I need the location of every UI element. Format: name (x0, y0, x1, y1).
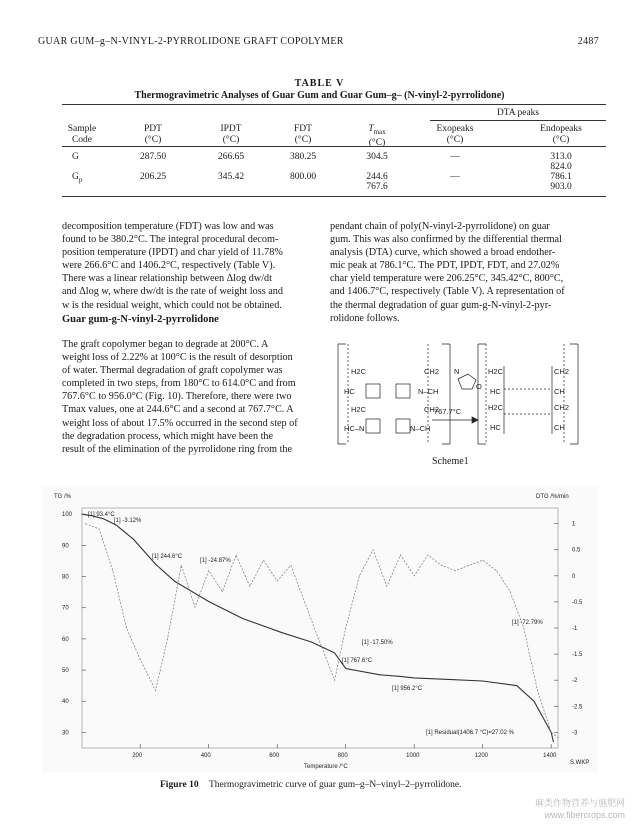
scheme-ch2-3: CH2 (554, 367, 570, 376)
tg-point (553, 741, 554, 742)
scheme-hc-3: HC (490, 423, 501, 432)
column-header (62, 124, 102, 146)
text-line: decomposition temperature (FDT) was low and was (62, 221, 274, 232)
y-tick-label: 80 (62, 574, 69, 581)
text-line: char yield temperature were 206.25°C, 345.42°C, 800°C, (330, 273, 564, 285)
table-cell: 903.0 (550, 182, 572, 192)
scheme-label: Scheme1 (432, 456, 469, 467)
x-tick-label: 1400 (543, 753, 557, 759)
y2-tick-label: 1 (572, 521, 576, 528)
text-line: the thermal degradation of guar gum-g-N-vinyl-2-pyr- (330, 299, 552, 311)
dtg-point (334, 680, 335, 681)
scheme-h2c-1: H2C (351, 367, 367, 376)
x-tick-label: 800 (337, 753, 348, 759)
watermark-cn: 麻类作物营养与施肥网 (534, 798, 625, 808)
table-bottom-rule (62, 196, 606, 197)
dtg-point (140, 659, 141, 660)
text-line: w is the residual weight, which could not be obtained. (62, 299, 282, 311)
dtg-point (496, 570, 497, 571)
column-header-line1: PDT (144, 124, 162, 134)
table-cell: 206.25 (139, 172, 167, 182)
tg-point (103, 519, 104, 520)
table-cell: 287.50 (139, 152, 167, 162)
y-tick-label: 60 (62, 636, 69, 643)
dtg-point (482, 560, 483, 561)
tg-point (133, 539, 134, 540)
y-tick-label: 90 (62, 543, 69, 550)
dtg-point (537, 690, 538, 691)
dtg-point (414, 575, 415, 576)
right-paragraph-1 (330, 220, 580, 325)
text-line: pendant chain of poly(N-vinyl-2-pyrrolidone) on guar (330, 221, 550, 232)
tg-point (380, 674, 381, 675)
dtg-point (455, 570, 456, 571)
scheme-n: N (454, 367, 460, 376)
table-caption: Thermogravimetric Analyses of Guar Gum and Guar Gum–g– (N-vinyl-2-pyrrolidone) (134, 90, 505, 101)
table-header-rule (62, 146, 606, 147)
curve-annotation: [1] -72.79% (512, 620, 543, 626)
column-header (420, 124, 490, 146)
page-number: 2487 (577, 36, 599, 47)
dtg-point (551, 732, 552, 733)
tg-point (155, 564, 156, 565)
column-header-unit: Code (71, 135, 93, 145)
text-line: mic peak at 786.1°C. The PDT, IPDT, FDT, and 27.02% (330, 260, 560, 272)
tg-point (311, 642, 312, 643)
dtg-point (441, 565, 442, 566)
text-line: weight loss of 2.22% at 100°C is the result of desorption (62, 352, 293, 364)
dtg-point (236, 555, 237, 556)
text-line: the degradation process, which might have been the (62, 430, 274, 442)
dtg-point (304, 602, 305, 603)
text-line: result of the elimination of the pyrrolidone ring from the (62, 443, 293, 455)
y2-tick-label: -1 (572, 626, 578, 632)
column-header-unit: (°C) (446, 135, 464, 145)
column-header-unit: (°C) (222, 135, 240, 145)
curve-annotation: [1] 956.2°C (392, 686, 423, 692)
scheme-temperature: 767.7°C (434, 407, 462, 416)
figure-background (42, 486, 598, 772)
running-title: GUAR GUM–g–N-VINYL-2-PYRROLIDONE GRAFT COPOLYMER (38, 36, 344, 47)
scheme-h2c-2: H2C (351, 405, 367, 414)
y-tick-label: 70 (62, 605, 69, 612)
dtg-point (85, 523, 86, 524)
scheme-ch2-2: CH2 (424, 405, 440, 414)
dtg-point (277, 581, 278, 582)
dtg-point (249, 586, 250, 587)
text-line: 767.6°C to 956.0°C (Fig. 10). Therefore, there were two (62, 391, 292, 403)
dtg-point (99, 528, 100, 529)
x-tick-label: 1200 (474, 753, 489, 759)
scheme-h2c-4: H2C (488, 403, 504, 412)
column-header-line1: Sample (67, 124, 97, 134)
corner-label: S.WKP (570, 760, 590, 766)
dtg-point (359, 575, 360, 576)
curve-annotation: [1] 93.4°C (88, 512, 115, 518)
y2-tick-label: -2.5 (572, 704, 583, 711)
tmax-subscript: max (373, 127, 386, 136)
scheme-ch2-1: CH2 (424, 367, 440, 376)
tg-point (399, 676, 400, 677)
scheme-ch-1: CH (554, 387, 565, 396)
table-cell: 313.0 (550, 152, 572, 162)
tg-point (208, 601, 209, 602)
x-axis-label: Temperature /°C (304, 764, 348, 770)
scheme-nch-2: N–CH (410, 424, 431, 433)
text-line: Tmax values, one at 244.6°C and a second at 767.7°C. A (62, 404, 294, 416)
text-line: and 1406.7°C, respectively (Table V). A representation of (330, 286, 565, 298)
column-header-unit: (°C) (144, 135, 162, 145)
dtg-point (126, 628, 127, 629)
table-cell: 800.00 (289, 172, 317, 182)
table-cell: 824.0 (550, 162, 572, 172)
tg-point (116, 525, 117, 526)
table-cell: 244.6 (366, 172, 388, 182)
tg-point (448, 679, 449, 680)
dtg-point (290, 565, 291, 566)
tg-point (534, 701, 535, 702)
x-tick-label: 1000 (406, 753, 420, 759)
tg-point (282, 632, 283, 633)
left-paragraph-2 (62, 338, 312, 456)
text-line: completed in two steps, from 180°C to 614.0°C and from (62, 378, 296, 390)
column-header (118, 124, 188, 146)
dtg-point (208, 570, 209, 571)
tg-point (482, 681, 483, 682)
curve-annotation: [1] -3.12% (114, 518, 142, 524)
tg-point (82, 514, 83, 515)
table-top-rule (62, 104, 606, 105)
dtg-point (373, 549, 374, 550)
y-left-label: TG /% (54, 494, 72, 500)
column-header-line1: FDT (294, 124, 312, 134)
table-cell: 786.1 (550, 172, 572, 182)
section-heading: Guar gum-g-N-vinyl-2-pyrrolidone (62, 314, 219, 325)
y-tick-label: 50 (62, 668, 69, 675)
tg-point (345, 668, 346, 669)
column-header-tmax (342, 124, 412, 138)
column-header-unit: (°C) (294, 135, 312, 145)
y2-tick-label: -3 (572, 730, 578, 737)
x-tick-label: 600 (269, 753, 280, 759)
table-cell: 380.25 (289, 152, 317, 162)
y2-tick-label: -1.5 (572, 652, 583, 659)
dtg-point (318, 638, 319, 639)
scheme-h2c-3: H2C (488, 367, 504, 376)
text-line: and Δlog w, where dw/dt is the rate of weight loss and (62, 286, 283, 298)
table-label: TABLE V (294, 78, 345, 89)
dtg-point (400, 555, 401, 556)
sample-code-sub: p (78, 175, 83, 184)
table-cell: 767.6 (366, 182, 388, 192)
figure-caption-label: Figure 10 (160, 780, 199, 790)
dtg-point (263, 560, 264, 561)
y2-tick-label: -2 (572, 678, 578, 685)
table-cell: G (72, 152, 79, 162)
column-header-unit: (°C) (368, 137, 386, 148)
table-cell (72, 172, 82, 186)
tg-point (334, 653, 335, 654)
column-header (516, 124, 606, 146)
scheme-hc: HC (344, 387, 355, 396)
table-cell: 304.5 (366, 152, 388, 162)
text-line: The graft copolymer began to degrade at 200°C. A (62, 339, 269, 350)
y-right-label: DTG /%/min (536, 494, 569, 500)
text-line: gum. This was also confirmed by the differential thermal (330, 234, 562, 246)
figure-caption-text: Thermogravimetric curve of guar gum–g–N–vinyl–2–pyrrolidone. (209, 780, 462, 790)
watermark-url: www.fibercrops.com (544, 810, 625, 820)
text-line: weight loss of about 17.5% occurred in the second step of (62, 417, 298, 429)
y2-tick-label: 0 (572, 573, 576, 580)
dtg-point (523, 628, 524, 629)
text-line: were 266.6°C and 1406.2°C, respectively (Table V). (62, 260, 276, 272)
text-line: analysis (DTA) curve, which showed a broad endother- (330, 247, 556, 259)
left-paragraph-1 (62, 220, 312, 312)
column-header (268, 124, 338, 146)
y-tick-label: 40 (62, 699, 69, 706)
text-line: found to be 380.2°C. The integral procedural decom- (62, 234, 279, 246)
dtg-point (112, 570, 113, 571)
dtg-point (155, 690, 156, 691)
dtg-point (469, 565, 470, 566)
column-header (196, 124, 266, 146)
column-header-unit: (°C) (552, 135, 570, 145)
column-header-line1: IPDT (220, 124, 242, 134)
dtg-point (181, 565, 182, 566)
sample-code: G (72, 172, 79, 182)
table-cell: — (450, 172, 460, 182)
curve-annotation: [1] -17.50% (362, 640, 393, 646)
scheme-diagram (328, 334, 588, 464)
column-header-line1: Exopeaks (436, 124, 474, 134)
table-cell: 266.65 (217, 152, 245, 162)
y-tick-label: 30 (62, 730, 69, 737)
dtg-point (167, 638, 168, 639)
scheme-o: O (476, 382, 482, 391)
x-tick-label: 200 (132, 753, 143, 759)
dtg-point (386, 586, 387, 587)
dtg-point (510, 591, 511, 592)
text-line: rolidone follows. (330, 312, 400, 324)
scheme-ch2-4: CH2 (554, 403, 570, 412)
dtg-point (427, 555, 428, 556)
table-cell: — (450, 152, 460, 162)
tg-point (414, 677, 415, 678)
dta-rule (430, 120, 606, 121)
text-line: position temperature (IPDT) and char yield of 11.78% (62, 247, 283, 259)
tg-point (174, 581, 175, 582)
dtg-point (222, 591, 223, 592)
curve-annotation: [1] Residual(1406.7 °C)=27.02 % (426, 730, 514, 736)
x-tick-label: 400 (200, 753, 211, 759)
tmax-symbol: T (368, 124, 374, 134)
dta-peaks-header: DTA peaks (496, 108, 540, 118)
dtg-point (195, 607, 196, 608)
table-cell: 345.42 (217, 172, 245, 182)
text-line: of water. Thermal degradation of graft copolymer was (62, 365, 283, 377)
y-tick-label: 100 (62, 512, 73, 519)
dtg-point (345, 628, 346, 629)
column-header-line1: Endopeaks (540, 124, 582, 134)
curve-annotation: [1] 767.6°C (342, 658, 373, 664)
scheme-hn: HC–N (344, 424, 365, 433)
curve-annotation: [1] -24.87% (200, 558, 231, 564)
curve-annotation: [1] 244.6°C (152, 554, 183, 560)
dtg-point (558, 737, 559, 738)
tg-point (517, 685, 518, 686)
figure-caption (160, 780, 461, 790)
tg-figure (42, 486, 598, 772)
scheme-nch-1: N–CH (418, 387, 439, 396)
y2-tick-label: -0.5 (572, 599, 583, 606)
scheme-ch-2: CH (554, 423, 565, 432)
tg-point (243, 618, 244, 619)
text-line: There was a linear relationship between Δlog dw/dt (62, 273, 272, 285)
y2-tick-label: 0.5 (572, 547, 581, 554)
scheme-hc-2: HC (490, 387, 501, 396)
